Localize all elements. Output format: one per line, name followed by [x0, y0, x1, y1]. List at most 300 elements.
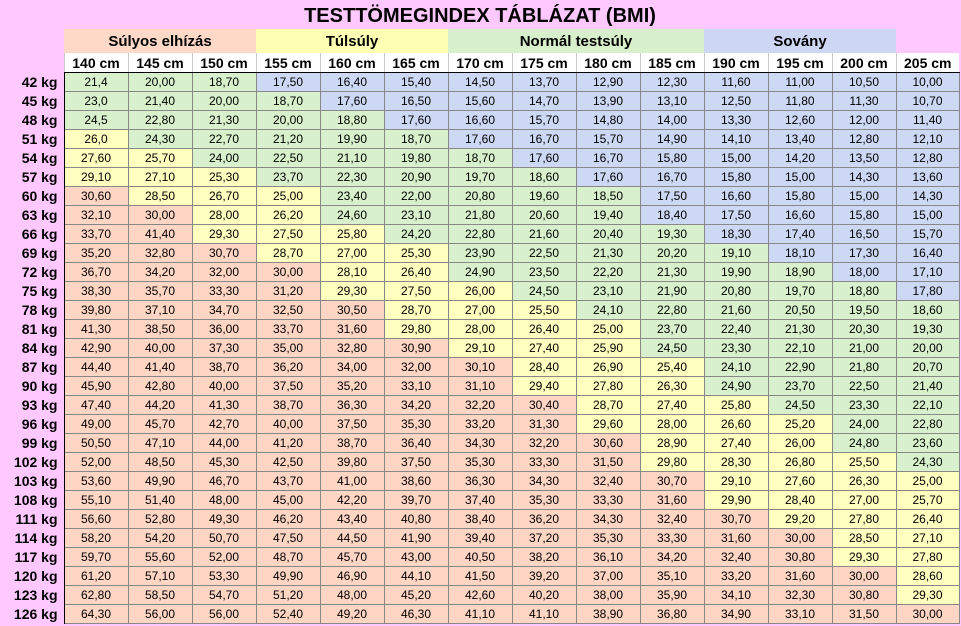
- bmi-cell: 20,90: [384, 168, 448, 187]
- bmi-cell: 48,00: [192, 491, 256, 510]
- bmi-cell: 62,80: [64, 586, 128, 605]
- bmi-cell: 33,70: [64, 225, 128, 244]
- bmi-cell: 41,10: [448, 605, 512, 624]
- bmi-cell: 54,70: [192, 586, 256, 605]
- bmi-cell: 19,50: [832, 301, 896, 320]
- bmi-cell: 41,30: [192, 396, 256, 415]
- bmi-cell: 24,00: [192, 149, 256, 168]
- bmi-cell: 49,20: [320, 605, 384, 624]
- bmi-cell: 13,50: [832, 149, 896, 168]
- table-row: [1, 396, 959, 415]
- bmi-cell: 17,60: [320, 92, 384, 111]
- bmi-cell: 33,10: [768, 605, 832, 624]
- bmi-cell: 20,80: [704, 282, 768, 301]
- bmi-cell: 23,10: [576, 282, 640, 301]
- bmi-cell: 36,80: [640, 605, 704, 624]
- bmi-cell: 23,70: [640, 320, 704, 339]
- weight-label: 87 kg: [1, 358, 64, 377]
- bmi-cell: 19,40: [576, 206, 640, 225]
- bmi-cell: 35,30: [512, 491, 576, 510]
- bmi-cell: 28,50: [128, 187, 192, 206]
- bmi-cell: 29,60: [576, 415, 640, 434]
- bmi-cell: 21,10: [320, 149, 384, 168]
- bmi-cell: 40,00: [128, 339, 192, 358]
- bmi-cell: 17,80: [896, 282, 959, 301]
- bmi-cell: 25,00: [896, 472, 959, 491]
- bmi-cell: 35,70: [128, 282, 192, 301]
- bmi-cell: 29,30: [320, 282, 384, 301]
- bmi-cell: 27,50: [256, 225, 320, 244]
- bmi-cell: 25,50: [832, 453, 896, 472]
- bmi-cell: 17,50: [640, 187, 704, 206]
- bmi-cell: 30,80: [832, 586, 896, 605]
- bmi-cell: 30,90: [384, 339, 448, 358]
- bmi-cell: 13,40: [768, 130, 832, 149]
- bmi-cell: 22,80: [128, 111, 192, 130]
- bmi-cell: 25,80: [704, 396, 768, 415]
- bmi-cell: 28,00: [192, 206, 256, 225]
- table-row: [1, 567, 959, 586]
- bmi-cell: 26,80: [768, 453, 832, 472]
- bmi-cell: 27,40: [704, 434, 768, 453]
- bmi-cell: 38,40: [448, 510, 512, 529]
- bmi-cell: 22,80: [640, 301, 704, 320]
- bmi-cell: 25,70: [128, 149, 192, 168]
- bmi-cell: 24,90: [448, 263, 512, 282]
- bmi-cell: 25,20: [768, 415, 832, 434]
- bmi-cell: 19,60: [512, 187, 576, 206]
- weight-label: 54 kg: [1, 149, 64, 168]
- bmi-cell: 23,30: [832, 396, 896, 415]
- bmi-cell: 18,60: [512, 168, 576, 187]
- bmi-cell: 24,30: [128, 130, 192, 149]
- weight-label: 108 kg: [1, 491, 64, 510]
- height-header: 190 cm: [704, 53, 768, 73]
- bmi-cell: 34,70: [192, 301, 256, 320]
- bmi-cell: 32,40: [640, 510, 704, 529]
- height-header: 160 cm: [320, 53, 384, 73]
- bmi-cell: 32,20: [512, 434, 576, 453]
- table-row: [1, 225, 959, 244]
- bmi-cell: 39,80: [64, 301, 128, 320]
- table-row: [1, 168, 959, 187]
- bmi-cell: 29,80: [384, 320, 448, 339]
- bmi-table: [1, 4, 960, 624]
- bmi-cell: 28,70: [256, 244, 320, 263]
- weight-label: 117 kg: [1, 548, 64, 567]
- bmi-cell: 33,30: [512, 453, 576, 472]
- bmi-cell: 64,30: [64, 605, 128, 624]
- weight-label: 66 kg: [1, 225, 64, 244]
- bmi-cell: 37,30: [192, 339, 256, 358]
- bmi-cell: 21,40: [896, 377, 959, 396]
- bmi-cell: 14,70: [512, 92, 576, 111]
- bmi-cell: 38,00: [576, 586, 640, 605]
- bmi-cell: 20,20: [640, 244, 704, 263]
- bmi-cell: 17,50: [704, 206, 768, 225]
- height-header: 145 cm: [128, 53, 192, 73]
- category-header-row: [1, 29, 959, 53]
- height-header: 165 cm: [384, 53, 448, 73]
- weight-label: 120 kg: [1, 567, 64, 586]
- weight-label: 111 kg: [1, 510, 64, 529]
- bmi-cell: 45,00: [256, 491, 320, 510]
- bmi-cell: 35,00: [256, 339, 320, 358]
- table-row: [1, 339, 959, 358]
- bmi-cell: 52,00: [192, 548, 256, 567]
- bmi-cell: 34,30: [576, 510, 640, 529]
- bmi-cell: 44,20: [128, 396, 192, 415]
- bmi-cell: 50,70: [192, 529, 256, 548]
- bmi-cell: 30,00: [896, 605, 959, 624]
- bmi-cell: 38,70: [320, 434, 384, 453]
- bmi-cell: 20,30: [832, 320, 896, 339]
- bmi-cell: 34,90: [704, 605, 768, 624]
- bmi-cell: 35,30: [576, 529, 640, 548]
- bmi-cell: 13,30: [704, 111, 768, 130]
- bmi-cell: 16,70: [576, 149, 640, 168]
- bmi-cell: 42,80: [128, 377, 192, 396]
- bmi-cell: 10,50: [832, 73, 896, 92]
- bmi-cell: 18,30: [704, 225, 768, 244]
- bmi-cell: 49,90: [256, 567, 320, 586]
- bmi-cell: 13,70: [512, 73, 576, 92]
- bmi-cell: 24,20: [384, 225, 448, 244]
- bmi-cell: 40,00: [256, 415, 320, 434]
- bmi-cell: 33,20: [448, 415, 512, 434]
- bmi-cell: 21,30: [768, 320, 832, 339]
- table-row: [1, 130, 959, 149]
- bmi-cell: 19,70: [768, 282, 832, 301]
- bmi-cell: 25,90: [576, 339, 640, 358]
- bmi-cell: 19,90: [320, 130, 384, 149]
- bmi-cell: 52,00: [64, 453, 128, 472]
- bmi-cell: 16,50: [832, 225, 896, 244]
- bmi-cell: 15,80: [704, 168, 768, 187]
- bmi-cell: 15,70: [512, 111, 576, 130]
- height-header: 195 cm: [768, 53, 832, 73]
- bmi-cell: 29,20: [768, 510, 832, 529]
- bmi-cell: 31,60: [768, 567, 832, 586]
- weight-label: 45 kg: [1, 92, 64, 111]
- bmi-cell: 43,40: [320, 510, 384, 529]
- weight-label: 57 kg: [1, 168, 64, 187]
- bmi-cell: 19,30: [896, 320, 959, 339]
- bmi-cell: 24,80: [832, 434, 896, 453]
- bmi-cell: 32,50: [256, 301, 320, 320]
- bmi-cell: 33,10: [384, 377, 448, 396]
- bmi-cell: 30,70: [640, 472, 704, 491]
- bmi-cell: 15,80: [768, 187, 832, 206]
- bmi-cell: 44,10: [384, 567, 448, 586]
- bmi-cell: 26,0: [64, 130, 128, 149]
- bmi-cell: 34,30: [512, 472, 576, 491]
- bmi-cell: 21,30: [192, 111, 256, 130]
- bmi-cell: 15,60: [448, 92, 512, 111]
- bmi-cell: 45,70: [320, 548, 384, 567]
- bmi-cell: 34,20: [640, 548, 704, 567]
- bmi-cell: 29,10: [704, 472, 768, 491]
- bmi-cell: 23,50: [512, 263, 576, 282]
- table-row: [1, 111, 959, 130]
- bmi-cell: 15,00: [768, 168, 832, 187]
- bmi-cell: 57,10: [128, 567, 192, 586]
- bmi-cell: 41,40: [128, 358, 192, 377]
- weight-label: 126 kg: [1, 605, 64, 624]
- bmi-cell: 20,00: [128, 73, 192, 92]
- bmi-cell: 51,40: [128, 491, 192, 510]
- bmi-cell: 18,40: [640, 206, 704, 225]
- bmi-cell: 11,60: [704, 73, 768, 92]
- table-row: [1, 358, 959, 377]
- bmi-cell: 18,80: [320, 111, 384, 130]
- bmi-cell: 16,70: [512, 130, 576, 149]
- bmi-cell: 15,70: [576, 130, 640, 149]
- bmi-cell: 26,60: [704, 415, 768, 434]
- bmi-cell: 22,50: [512, 244, 576, 263]
- bmi-cell: 51,20: [256, 586, 320, 605]
- bmi-cell: 30,70: [192, 244, 256, 263]
- bmi-cell: 17,30: [832, 244, 896, 263]
- bmi-cell: 27,00: [448, 301, 512, 320]
- bmi-cell: 40,50: [448, 548, 512, 567]
- bmi-cell: 10,00: [896, 73, 959, 92]
- bmi-cell: 18,70: [256, 92, 320, 111]
- bmi-cell: 20,00: [256, 111, 320, 130]
- bmi-cell: 29,10: [64, 168, 128, 187]
- bmi-cell: 37,20: [512, 529, 576, 548]
- corner-cell: [1, 53, 64, 73]
- height-header: 140 cm: [64, 53, 128, 73]
- bmi-cell: 14,30: [896, 187, 959, 206]
- bmi-cell: 46,70: [192, 472, 256, 491]
- bmi-cell: 22,10: [896, 396, 959, 415]
- bmi-cell: 27,00: [832, 491, 896, 510]
- bmi-cell: 33,70: [256, 320, 320, 339]
- table-row: [1, 453, 959, 472]
- bmi-cell: 28,00: [640, 415, 704, 434]
- bmi-cell: 40,80: [384, 510, 448, 529]
- bmi-cell: 21,00: [832, 339, 896, 358]
- bmi-cell: 18,60: [896, 301, 959, 320]
- bmi-cell: 12,50: [704, 92, 768, 111]
- bmi-cell: 23,30: [704, 339, 768, 358]
- weight-label: 69 kg: [1, 244, 64, 263]
- bmi-cell: 21,60: [704, 301, 768, 320]
- bmi-cell: 32,00: [384, 358, 448, 377]
- bmi-cell: 30,00: [256, 263, 320, 282]
- table-row: [1, 586, 959, 605]
- bmi-cell: 36,30: [320, 396, 384, 415]
- bmi-cell: 31,50: [576, 453, 640, 472]
- bmi-cell: 44,00: [192, 434, 256, 453]
- height-header-row: [1, 53, 959, 73]
- bmi-cell: 18,70: [384, 130, 448, 149]
- bmi-cell: 14,90: [640, 130, 704, 149]
- bmi-cell: 23,90: [448, 244, 512, 263]
- bmi-cell: 17,60: [448, 130, 512, 149]
- bmi-cell: 22,80: [448, 225, 512, 244]
- table-row: [1, 415, 959, 434]
- bmi-cell: 24,60: [320, 206, 384, 225]
- bmi-cell: 42,20: [320, 491, 384, 510]
- table-row: [1, 529, 959, 548]
- bmi-cell: 52,80: [128, 510, 192, 529]
- height-header: 200 cm: [832, 53, 896, 73]
- bmi-cell: 15,80: [640, 149, 704, 168]
- bmi-cell: 18,80: [832, 282, 896, 301]
- bmi-cell: 30,60: [576, 434, 640, 453]
- bmi-cell: 34,30: [448, 434, 512, 453]
- bmi-cell: 25,40: [640, 358, 704, 377]
- bmi-cell: 14,20: [768, 149, 832, 168]
- bmi-cell: 14,10: [704, 130, 768, 149]
- bmi-cell: 35,20: [320, 377, 384, 396]
- height-header: 150 cm: [192, 53, 256, 73]
- bmi-cell: 18,10: [768, 244, 832, 263]
- bmi-cell: 28,10: [320, 263, 384, 282]
- bmi-cell: 41,50: [448, 567, 512, 586]
- bmi-cell: 17,10: [896, 263, 959, 282]
- bmi-cell: 22,80: [896, 415, 959, 434]
- bmi-cell: 16,60: [448, 111, 512, 130]
- table-row: [1, 320, 959, 339]
- table-row: [1, 187, 959, 206]
- bmi-cell: 21,30: [576, 244, 640, 263]
- weight-label: 81 kg: [1, 320, 64, 339]
- bmi-cell: 21,20: [256, 130, 320, 149]
- bmi-cell: 34,00: [320, 358, 384, 377]
- bmi-cell: 21,30: [640, 263, 704, 282]
- bmi-cell: 22,70: [192, 130, 256, 149]
- bmi-cell: 16,40: [896, 244, 959, 263]
- bmi-cell: 38,20: [512, 548, 576, 567]
- weight-label: 99 kg: [1, 434, 64, 453]
- bmi-cell: 61,20: [64, 567, 128, 586]
- bmi-cell: 17,40: [768, 225, 832, 244]
- bmi-cell: 23,60: [896, 434, 959, 453]
- bmi-cell: 28,60: [896, 567, 959, 586]
- bmi-cell: 37,10: [128, 301, 192, 320]
- bmi-cell: 27,60: [64, 149, 128, 168]
- bmi-cell: 27,80: [832, 510, 896, 529]
- bmi-cell: 49,00: [64, 415, 128, 434]
- bmi-cell: 22,10: [768, 339, 832, 358]
- bmi-cell: 25,00: [576, 320, 640, 339]
- bmi-cell: 33,30: [640, 529, 704, 548]
- bmi-cell: 36,00: [192, 320, 256, 339]
- bmi-cell: 31,20: [256, 282, 320, 301]
- bmi-cell: 30,50: [320, 301, 384, 320]
- bmi-cell: 20,40: [576, 225, 640, 244]
- bmi-cell: 25,30: [384, 244, 448, 263]
- bmi-cell: 32,30: [768, 586, 832, 605]
- bmi-cell: 26,00: [768, 434, 832, 453]
- bmi-cell: 46,20: [256, 510, 320, 529]
- bmi-table-body: [1, 73, 959, 624]
- bmi-cell: 42,50: [256, 453, 320, 472]
- weight-label: 84 kg: [1, 339, 64, 358]
- bmi-cell: 49,90: [128, 472, 192, 491]
- bmi-cell: 14,00: [640, 111, 704, 130]
- bmi-cell: 31,30: [512, 415, 576, 434]
- bmi-cell: 30,10: [448, 358, 512, 377]
- bmi-cell: 25,30: [192, 168, 256, 187]
- bmi-cell: 52,40: [256, 605, 320, 624]
- bmi-cell: 31,60: [704, 529, 768, 548]
- height-header: 170 cm: [448, 53, 512, 73]
- bmi-cell: 36,20: [512, 510, 576, 529]
- table-row: [1, 605, 959, 624]
- bmi-cell: 18,70: [448, 149, 512, 168]
- bmi-cell: 14,30: [832, 168, 896, 187]
- bmi-cell: 21,80: [832, 358, 896, 377]
- bmi-cell: 22,90: [768, 358, 832, 377]
- bmi-cell: 14,50: [448, 73, 512, 92]
- bmi-cell: 35,30: [448, 453, 512, 472]
- bmi-cell: 19,30: [640, 225, 704, 244]
- table-row: [1, 377, 959, 396]
- bmi-cell: 39,20: [512, 567, 576, 586]
- bmi-cell: 24,90: [704, 377, 768, 396]
- bmi-cell: 46,90: [320, 567, 384, 586]
- bmi-cell: 30,40: [512, 396, 576, 415]
- bmi-cell: 32,00: [192, 263, 256, 282]
- bmi-cell: 12,90: [576, 73, 640, 92]
- weight-label: 60 kg: [1, 187, 64, 206]
- bmi-cell: 11,80: [768, 92, 832, 111]
- bmi-cell: 41,00: [320, 472, 384, 491]
- bmi-cell: 30,00: [128, 206, 192, 225]
- category-header-spacer: [1, 29, 64, 53]
- bmi-cell: 23,40: [320, 187, 384, 206]
- bmi-cell: 58,50: [128, 586, 192, 605]
- bmi-cell: 24,5: [64, 111, 128, 130]
- bmi-cell: 37,50: [256, 377, 320, 396]
- bmi-cell: 23,70: [256, 168, 320, 187]
- bmi-cell: 40,00: [192, 377, 256, 396]
- height-header: 205 cm: [896, 53, 959, 73]
- bmi-cell: 29,80: [640, 453, 704, 472]
- bmi-cell: 48,00: [320, 586, 384, 605]
- bmi-cell: 24,10: [576, 301, 640, 320]
- bmi-cell: 15,70: [896, 225, 959, 244]
- height-header: 175 cm: [512, 53, 576, 73]
- bmi-cell: 38,50: [128, 320, 192, 339]
- bmi-cell: 32,20: [448, 396, 512, 415]
- bmi-cell: 20,00: [896, 339, 959, 358]
- bmi-cell: 28,90: [640, 434, 704, 453]
- bmi-cell: 37,50: [384, 453, 448, 472]
- bmi-cell: 59,70: [64, 548, 128, 567]
- weight-label: 90 kg: [1, 377, 64, 396]
- weight-label: 75 kg: [1, 282, 64, 301]
- bmi-cell: 39,40: [448, 529, 512, 548]
- bmi-cell: 11,40: [896, 111, 959, 130]
- bmi-cell: 25,80: [320, 225, 384, 244]
- bmi-cell: 26,90: [576, 358, 640, 377]
- bmi-cell: 21,4: [64, 73, 128, 92]
- bmi-cell: 40,20: [512, 586, 576, 605]
- bmi-cell: 41,30: [64, 320, 128, 339]
- bmi-cell: 16,50: [384, 92, 448, 111]
- bmi-cell: 17,50: [256, 73, 320, 92]
- bmi-cell: 28,00: [448, 320, 512, 339]
- bmi-cell: 38,60: [384, 472, 448, 491]
- bmi-cell: 20,60: [512, 206, 576, 225]
- table-row: [1, 282, 959, 301]
- bmi-cell: 25,70: [896, 491, 959, 510]
